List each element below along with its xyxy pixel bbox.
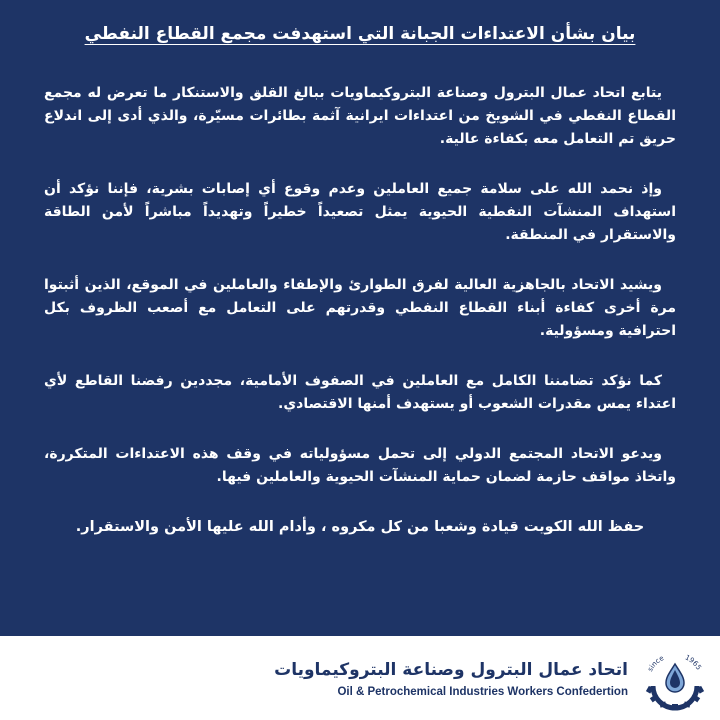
logo-svg (640, 650, 710, 712)
logo-since-text: since (646, 653, 666, 673)
statement-closing: حفظ الله الكويت قيادة وشعبا من كل مكروه ، وأدام الله عليها الأمن والاستقرار. (75, 519, 645, 535)
statement-paragraph-2: وإذ نحمد الله على سلامة جميع العاملين وعدم وقوع أي إصابات بشرية، فإننا نؤكد أن استهداف المنشآت النفطية الحيوية يمثل تصعيداً خطيراً وتهديداً مباشراً لأمن الطاقة والاستقرار في المنطقة. (44, 181, 676, 243)
org-name-english: Oil & Petrochemical Industries Workers Confedertion (337, 686, 628, 698)
statement-title: بيان بشأن الاعتداءات الجبانة التي استهدفت مجمع القطاع النفطي (84, 24, 636, 44)
logo-since-label (646, 654, 665, 673)
org-name-arabic: اتحاد عمال البترول وصناعة البتروكيماويات (274, 660, 628, 680)
statement-paragraph-4: كما نؤكد تضامننا الكامل مع العاملين في الصفوف الأمامية، مجددين رفضنا القاطع لأي اعتداء يمس مقدرات الشعوب أو يستهدف أمنها الاقتصادي. (44, 373, 676, 412)
statement-paragraph-3: ويشيد الاتحاد بالجاهزية العالية لفرق الطوارئ والإطفاء والعاملين في الموقع، الذين أثبتوا مرة أخرى كفاءة أبناء القطاع النفطي وقدرتهم على التعامل مع أصعب الظروف بكل احترافية ومسؤولية. (44, 277, 676, 339)
gear-drop-logo-icon (640, 650, 710, 716)
statement-paragraph-5: ويدعو الاتحاد المجتمع الدولي إلى تحمل مسؤولياته في وقف هذه الاعتداءات المتكررة، واتخاذ مواقف حازمة لضمان حماية المنشآت الحيوية والعاملين فيها. (44, 446, 676, 485)
logo-year-label (684, 653, 703, 671)
statement-paragraph-1: يتابع اتحاد عمال البترول وصناعة البتروكيماويات ببالغ القلق والاستنكار ما تعرض له مجمع القطاع النفطي في الشويخ من اعتداءات ايرانية آثمة بطائرات مسيّرة، والذي أدى إلى اندلاع حريق تم التعامل معه بكفاءة عالية. (44, 85, 676, 147)
logo-year-text: 1965 (683, 653, 703, 672)
